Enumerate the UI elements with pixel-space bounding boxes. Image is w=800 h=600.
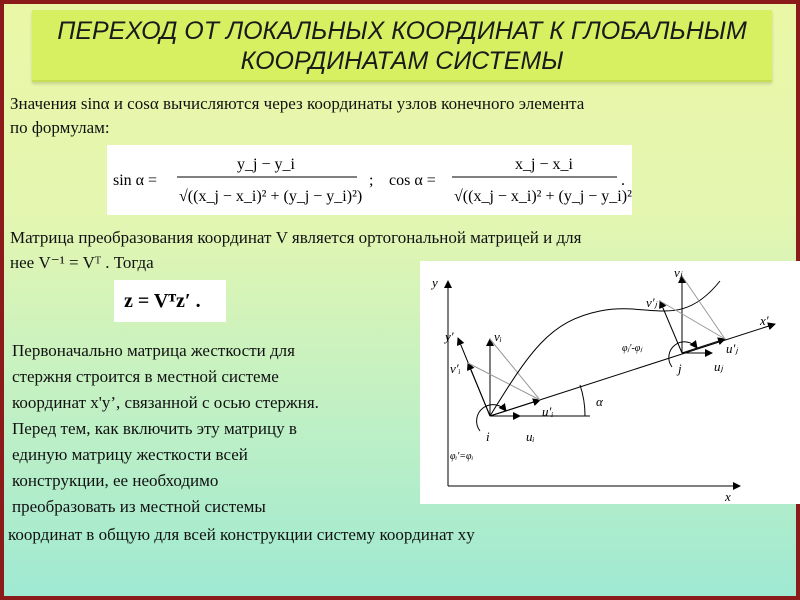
label-u-prime-j: u′ⱼ — [726, 341, 738, 356]
paragraph-line-2: стержня строится в местной системе — [12, 367, 279, 386]
diagram-svg — [420, 261, 800, 504]
slide-title — [32, 16, 772, 76]
sin-cos-formula — [107, 145, 632, 215]
label-node-j: j — [678, 361, 682, 376]
formula-svg — [107, 145, 632, 215]
paragraph-line-7: преобразовать из местной системы — [12, 497, 266, 516]
label-u-prime-i: u′ᵢ — [542, 404, 554, 419]
transform-equation — [114, 280, 226, 322]
intro-line-2: по формулам: — [10, 118, 110, 137]
cos-label: cos α = — [389, 172, 436, 189]
sin-denominator: √((x_j − x_i)² + (y_j − y_i)²) — [179, 188, 363, 205]
label-u-i: uᵢ — [526, 429, 535, 444]
phi-j-arc — [669, 342, 697, 367]
label-v-prime-j: v′ⱼ — [646, 295, 657, 310]
title-line-2: КООРДИНАТАМ СИСТЕМЫ — [240, 47, 564, 75]
paragraph-line-8: координат в общую для всей конструкции систему координат xy — [8, 525, 475, 544]
paragraph-line-6: конструкции, ее необходимо — [12, 471, 219, 490]
matrix-line-2: нее V⁻¹ = Vᵀ . Тогда — [10, 253, 154, 272]
label-v-prime-i: v′ᵢ — [450, 361, 461, 376]
alpha-arc — [580, 385, 585, 416]
j-helper-2 — [660, 301, 725, 339]
cos-denominator: √((x_j − x_i)² + (y_j − y_i)²) — [454, 188, 632, 205]
paragraph-line-4: Перед тем, как включить эту матрицу в — [12, 419, 297, 438]
sin-numerator: y_j − y_i — [237, 156, 295, 173]
u-prime-j-arrow — [682, 339, 725, 353]
i-helper-1 — [490, 339, 540, 400]
label-y-prime: y′ — [445, 329, 454, 344]
transform-equation-text: z = Vᵀz′ . — [124, 290, 201, 312]
label-node-i: i — [486, 429, 490, 444]
deformed-curve — [490, 281, 720, 416]
title-line-1: ПЕРЕХОД ОТ ЛОКАЛЬНЫХ КООРДИНАТ К ГЛОБАЛЬНЫМ — [57, 17, 747, 45]
label-phi-j: φⱼ′-φⱼ — [622, 343, 643, 354]
beam-coordinate-diagram — [420, 261, 800, 504]
label-alpha: α — [596, 394, 603, 409]
label-v-i: vᵢ — [494, 329, 502, 344]
j-helper-1 — [682, 276, 725, 339]
label-x: x — [725, 489, 731, 504]
intro-line-1: Значения sinα и cosα вычисляются через координаты узлов конечного элемента — [10, 94, 585, 113]
label-v-j: vⱼ — [674, 265, 683, 280]
label-x-prime: x′ — [760, 313, 769, 328]
paragraph-line-5: единую матрицу жесткости всей — [12, 445, 248, 464]
sin-label: sin α = — [113, 172, 158, 189]
paragraph-line-1: Первоначально матрица жесткости для — [12, 341, 295, 360]
v-prime-j-arrow — [660, 301, 682, 353]
phi-i-arc — [477, 405, 506, 431]
v-prime-i-arrow — [468, 363, 490, 416]
paragraph-line-3: координат x'y’, связанной с осью стержня. — [12, 393, 319, 412]
title-banner — [32, 10, 772, 82]
label-y: y — [432, 275, 438, 290]
cos-numerator: x_j − x_i — [515, 156, 573, 173]
separator: ; — [369, 172, 374, 189]
u-prime-i-arrow — [490, 400, 540, 416]
label-phi-i: φᵢ′=φᵢ — [450, 451, 474, 462]
label-u-j: uⱼ — [714, 359, 723, 374]
matrix-line-1: Матрица преобразования координат V является ортогональной матрицей и для — [10, 228, 582, 247]
period: . — [621, 172, 625, 189]
